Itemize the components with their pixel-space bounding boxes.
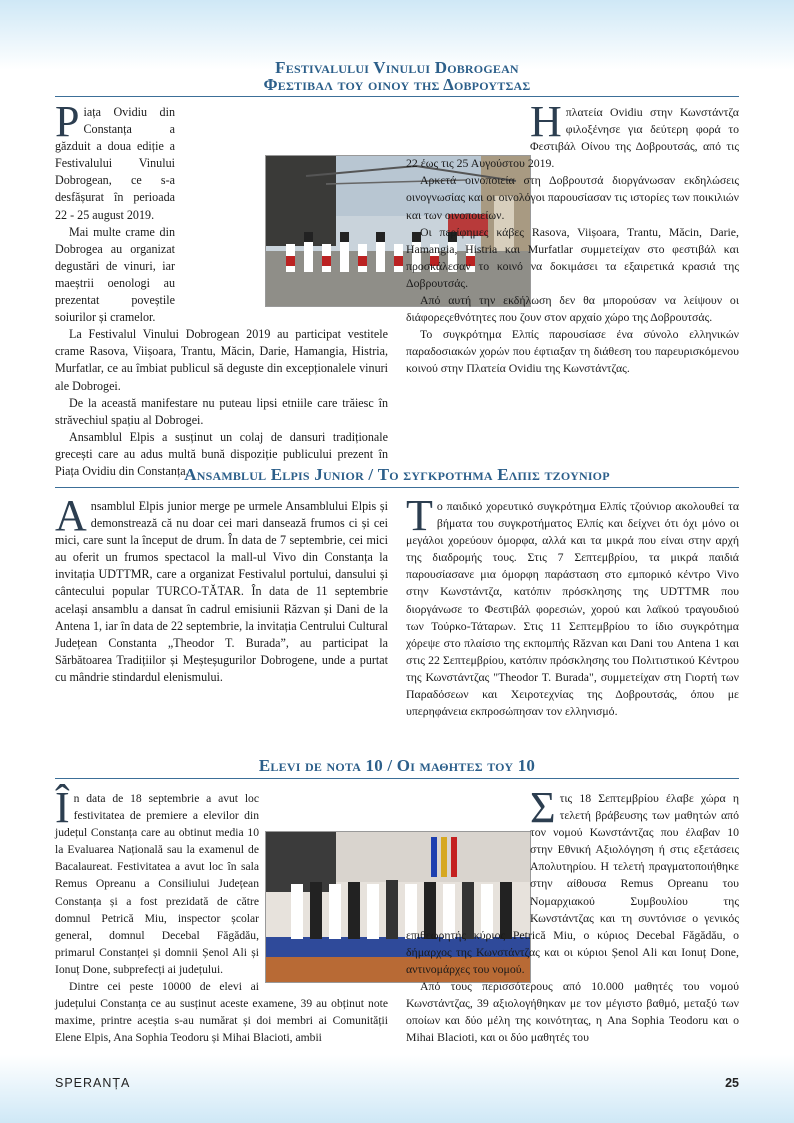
paragraph: Ansamblul Elpis a susținut un colaj de dansuri tradiționale grecești care au adus multă bună dispoziție publicului prezent în Piața Ovidiu din Constanța. bbox=[55, 429, 388, 478]
magazine-name: SPERANȚA bbox=[55, 1076, 131, 1090]
paragraph: În data de 18 septembrie a avut loc festivitatea de premiere a elevilor din județul Constanța care au obtinut media 10 la Evaluarea Națională sau la examenul de Bacalaureat. Festivitatea a avut loc în sala Remus Opreanu a Consiliului Județean Constanța și a fost prezidată de către domnul Petrică Miu, inspector școlar general, domnul Decebal Făgădău, primarul Constanței și domnii Șenol Ali și Ionuț Done, subprefecți ai județului. bbox=[55, 783, 259, 976]
section-title-gr: Φεστιβαλ του οινου της Δοβρουτσας bbox=[263, 75, 531, 94]
paragraph: Ansamblul Elpis junior merge pe urmele Ansamblului Elpis și demonstrează că nu doar cei mari dansează frumos ci și cei mici, care sunt la început de drum. În data de 7 septembrie, cei mici au oferit un frumos spectacol la mall-ul Vivo din Constanța la invitația UDTTMR, care a organizat Festivalul portului, dansului și cântecului popular TURCO-TĂTAR. În data de 11 septembrie același ansamblu a dansat în cadrul emisiunii Răzvan și Dani de la Antena 1, iar în data de 22 septembrie, la invitația Centrului Cultural Județean Constanta „Theodor T. Burada”, au participat la Sărbătoarea Tradițiilor și Meșteșugurilor Dobrogene, unde a purtat cu mândrie stindardul elenismului. bbox=[55, 491, 388, 684]
article-column-gr bbox=[406, 97, 739, 378]
paragraph: Dintre cei peste 10000 de elevi ai județului Constanța ce au susținut aceste examene, 39 au obținut note maxime, printre aceștia s-au numărat și doi membri ai Comunității Elene Elpis, Ana Sophia Teodoru și Mihai Blacioti, ambii bbox=[55, 980, 388, 1045]
section-title: Elevi de nota 10 / Οι μαθητες του 10 bbox=[258, 756, 536, 775]
drop-cap: Τ bbox=[406, 491, 433, 540]
page-number: 25 bbox=[725, 1076, 739, 1090]
article-column-ro bbox=[55, 491, 388, 686]
paragraph: Το παιδικό χορευτικό συγκρότημα Ελπίς τζούνιορ ακολουθεί τα βήματα του συγκροτήματος Ελπίς και δείχνει ότι όχι μόνο οι μεγάλοι χορεύουν όμορφα, αλλά και τα μικρά που είναι στην αρχή της διαδρομής τους. Στις 7 Σεπτεμβρίου, τα μικρά παιδιά παρουσίασανε μια όμορφη παράσταση στο εμπορικό κέντρο Vivo στην Κωνστάντζα, κατόπιν πρόσκλησης της UDTTMR που διοργάνωσε το Φεστιβάλ φορεσιών, χορού και λαϊκού τραγουδιού των Τούρκο-Τάταρων. Στις 11 Σεπτεμβρίου το ίδιο συγκρότημα χόρεψε στο πλαίσιο της εκπομπής Răzvan και Dani του Antena 1 και στις 22 Σεπτεμβρίου, κατόπιν πρόσκλησης του Πολιτιστικού Κέντρου της Κωνστάντζας "Theodor T. Burada", συμμετείχαν στη Γιορτή των Παραδόσεων και Χειροτεχνίας της Δοβρουτσάς, όπου με υπερηφάνεια εκπροσώπησαν τον ελληνισμό. bbox=[406, 491, 739, 719]
paragraph: Η πλατεία Ovidiu στην Κωνστάντζα φιλοξένησε για δεύτερη φορά το Φεστιβάλ Οίνου της Δοβρουτσάς, από τις 22 έως τις 25 Αυγούστου 2019. bbox=[406, 97, 739, 171]
drop-cap: A bbox=[55, 491, 87, 540]
drop-cap: Î bbox=[55, 783, 70, 832]
paragraph: De la această manifestare nu puteau lipsi etniile care trăiesc în străvechiul spațiu al Dobrogei. bbox=[55, 395, 388, 427]
paragraph: Οι περίφημες κάβες Rasova, Viișoara, Trantu, Măcin, Darie, Hamangia, Histria και Murfatlar συμμετείχαν στο φεστιβάλ και προσκάλεσαν το κοινό να δοκιμάσει τα εξαιρετικά κρασιά της Δοβρουτσάς. bbox=[406, 224, 739, 290]
photo-spacer bbox=[402, 104, 526, 153]
section-divider bbox=[55, 96, 739, 97]
section-divider bbox=[55, 778, 739, 779]
section-title-ro: Festivalului Vinului Dobrogean bbox=[275, 58, 519, 77]
drop-cap: Σ bbox=[530, 783, 556, 832]
paragraph: Από αυτή την εκδήλωση δεν θα μπορούσαν να λείψουν οι διάφορεςεθνότητες που ζουν στον αρχαίο χώρο της Δοβρουτσάς. bbox=[406, 293, 739, 325]
article-column-gr bbox=[406, 491, 739, 720]
paragraph: Mai multe crame din Dobrogea au organizat degustări de vinuri, iar maeștrii oenologi au prezentat poveștile soiurilor și cramelor. bbox=[55, 224, 175, 325]
paragraph: Το συγκρότημα Ελπίς παρουσίασε ένα σύνολο ελληνικών παραδοσιακών χορών που έφτιαξαν τη διάθεση του παρευρισκόμενου κοινού στην Πλατεία Ovidiu της Κωνστάντζας. bbox=[406, 327, 739, 376]
paragraph: Αρκετά οινοποιεία στη Δοβρουτσά διοργάνωσαν εκδηλώσεις οινογνωσίας και οι οινολόγοι παρουσίασαν τις ιστορίες των ποικιλιών και των οινοποιείων. bbox=[406, 173, 739, 222]
paragraph: Από τους περισσότερους από 10.000 μαθητές του νομού Κωνστάντζας, 39 αξιολογήθηκαν με τον μέγιστο βαθμό, μεταξύ των οποίων και δύο μέλη της κοινότητας, η Ana Sophia Teodoru και ο Mihai Blacioti, και οι δύο μαθητές του bbox=[406, 979, 739, 1045]
article-column-gr bbox=[406, 783, 739, 1046]
section-title: Ansamblul Elpis Junior / Το συγκροτημα Ελπις τζουνιορ bbox=[184, 465, 610, 484]
paragraph: La Festivalul Vinului Dobrogean 2019 au participat vestitele crame Rasova, Viișoara, Trantu, Măcin, Darie, Hamangia, Histria, Murfatlar, ce au îmbiat publicul să deguste din excepționalele vinuri ale Dobrogei. bbox=[55, 327, 388, 393]
paragraph: Piața Ovidiu din Constanța a găzduit a doua ediție a Festivalului Vinului Dobrogean, ce s-a desfășurat în perioada 22 - 25 august 2019. bbox=[55, 97, 175, 222]
photo-spacer bbox=[402, 824, 526, 926]
paragraph: Στις 18 Σεπτεμβρίου έλαβε χώρα η τελετή βράβευσης των μαθητών από τον νομού Κωνστάντζας που έλαβαν 10 στην Εθνική Αξιολόγηση ή στις εξετάσεις Απολυτηρίου. Η τελετή πραγματοποιήθηκε στην αίθουσα Remus Opreanu του Νομαρχιακού Συμβουλίου της Κωνστάντζας και τη συντόνισε ο γενικός επιθεωρητής κύριος Petrică Miu, ο κύριος Decebal Făgădău, ο δήμαρχος της Κωνστάντζας και οι κύριοι Șenol Ali και Ionuț Done, αντινομάρχες του νομού. bbox=[406, 783, 739, 976]
drop-cap: Η bbox=[530, 97, 562, 146]
section-divider bbox=[55, 487, 739, 488]
drop-cap: P bbox=[55, 97, 80, 146]
